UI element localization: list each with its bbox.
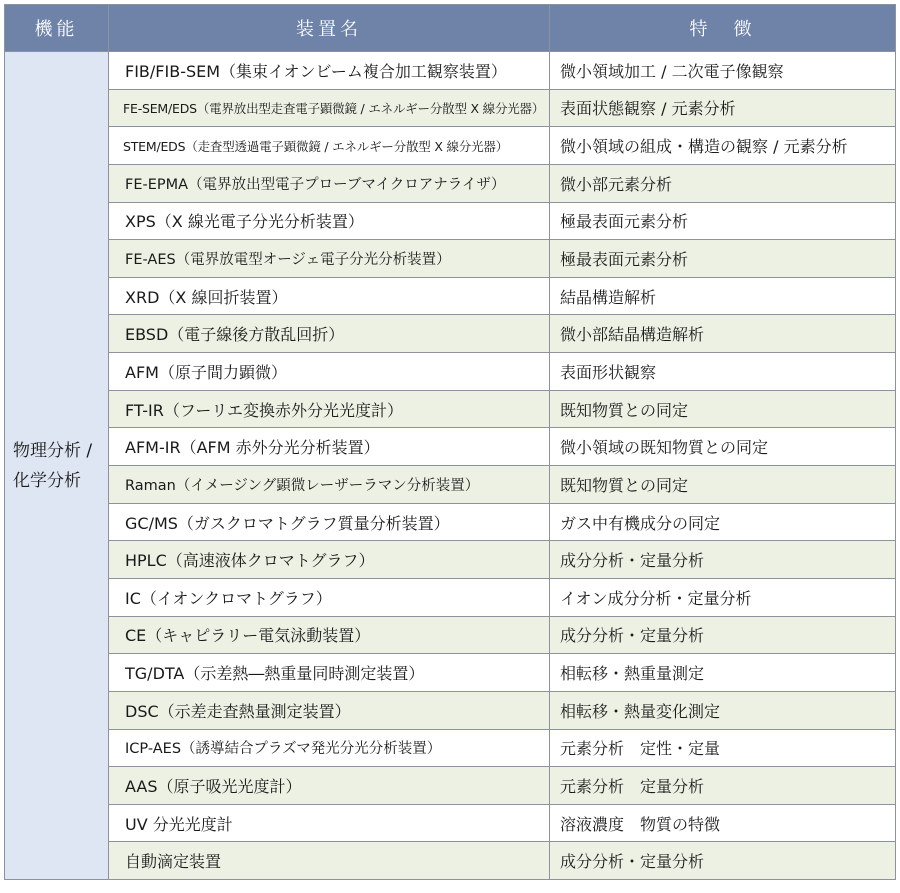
device-name-cell: XPS（X 線光電子分光分析装置） — [109, 202, 550, 240]
feature-cell: 表面形状観察 — [550, 353, 896, 391]
table-row — [5, 202, 896, 240]
feature-cell: 表面状態観察 / 元素分析 — [550, 89, 896, 127]
device-name-cell: STEM/EDS（走査型透過電子顕微鏡 / エネルギー分散型 X 線分光器） — [109, 127, 550, 165]
table-row — [5, 353, 896, 391]
feature-cell: 微小領域の既知物質との同定 — [550, 428, 896, 466]
table-header-row — [5, 5, 896, 52]
table-row — [5, 691, 896, 729]
device-name-cell: UV 分光光度計 — [109, 804, 550, 842]
feature-cell: 成分分析・定量分析 — [550, 616, 896, 654]
feature-cell: 既知物質との同定 — [550, 466, 896, 504]
device-name-cell: AAS（原子吸光光度計） — [109, 767, 550, 805]
feature-cell: 微小部結晶構造解析 — [550, 315, 896, 353]
table-row — [5, 616, 896, 654]
feature-cell: 元素分析 定量分析 — [550, 767, 896, 805]
table-row — [5, 89, 896, 127]
header-feature: 特 徴 — [550, 5, 896, 52]
device-name-cell: TG/DTA（示差熱―熱重量同時測定装置） — [109, 654, 550, 692]
device-name-cell: FE-SEM/EDS（電界放出型走査電子顕微鏡 / エネルギー分散型 X 線分光器） — [109, 89, 550, 127]
device-name-cell: FE-AES（電界放電型オージェ電子分光分析装置） — [109, 240, 550, 278]
feature-cell: 成分分析・定量分析 — [550, 842, 896, 880]
feature-cell: 既知物質との同定 — [550, 390, 896, 428]
device-name-cell: IC（イオンクロマトグラフ） — [109, 578, 550, 616]
feature-cell: 極最表面元素分析 — [550, 240, 896, 278]
feature-cell: 微小部元素分析 — [550, 164, 896, 202]
device-name-cell: HPLC（高速液体クロマトグラフ） — [109, 541, 550, 579]
device-name-cell: DSC（示差走査熱量測定装置） — [109, 691, 550, 729]
table-row — [5, 52, 896, 90]
feature-cell: 元素分析 定性・定量 — [550, 729, 896, 767]
feature-cell: 相転移・熱重量測定 — [550, 654, 896, 692]
device-name-cell: GC/MS（ガスクロマトグラフ質量分析装置） — [109, 503, 550, 541]
feature-cell: 微小領域の組成・構造の観察 / 元素分析 — [550, 127, 896, 165]
table-row — [5, 164, 896, 202]
device-name-cell: AFM（原子間力顕微） — [109, 353, 550, 391]
table-row — [5, 578, 896, 616]
feature-cell: 微小領域加工 / 二次電子像観察 — [550, 52, 896, 90]
device-name-cell: FT-IR（フーリエ変換赤外分光光度計） — [109, 390, 550, 428]
function-cell: 物理分析 / 化学分析 — [5, 52, 109, 880]
device-name-cell: XRD（X 線回折装置） — [109, 277, 550, 315]
table-row — [5, 428, 896, 466]
device-name-cell: FIB/FIB-SEM（集束イオンビーム複合加工観察装置） — [109, 52, 550, 90]
feature-cell: 成分分析・定量分析 — [550, 541, 896, 579]
feature-cell: 相転移・熱量変化測定 — [550, 691, 896, 729]
device-name-cell: FE-EPMA（電界放出型電子プローブマイクロアナライザ） — [109, 164, 550, 202]
table-row — [5, 541, 896, 579]
feature-cell: 極最表面元素分析 — [550, 202, 896, 240]
table-row — [5, 315, 896, 353]
table-row — [5, 767, 896, 805]
table-body — [5, 52, 896, 880]
table-row — [5, 277, 896, 315]
table-row — [5, 654, 896, 692]
device-name-cell: EBSD（電子線後方散乱回折） — [109, 315, 550, 353]
device-name-cell: CE（キャピラリー電気泳動装置） — [109, 616, 550, 654]
device-name-cell: AFM-IR（AFM 赤外分光分析装置） — [109, 428, 550, 466]
header-function: 機能 — [5, 5, 109, 52]
feature-cell: ガス中有機成分の同定 — [550, 503, 896, 541]
table-row — [5, 804, 896, 842]
device-name-cell: 自動滴定装置 — [109, 842, 550, 880]
feature-cell: 結晶構造解析 — [550, 277, 896, 315]
table-row — [5, 240, 896, 278]
analysis-equipment-table — [4, 4, 896, 880]
table-row — [5, 842, 896, 880]
table-row — [5, 127, 896, 165]
device-name-cell: Raman（イメージング顕微レーザーラマン分析装置） — [109, 466, 550, 504]
feature-cell: イオン成分分析・定量分析 — [550, 578, 896, 616]
table-row — [5, 466, 896, 504]
table-row — [5, 390, 896, 428]
table-row — [5, 503, 896, 541]
device-name-cell: ICP-AES（誘導結合プラズマ発光分光分析装置） — [109, 729, 550, 767]
feature-cell: 溶液濃度 物質の特徴 — [550, 804, 896, 842]
header-device: 装置名 — [109, 5, 550, 52]
table-row — [5, 729, 896, 767]
